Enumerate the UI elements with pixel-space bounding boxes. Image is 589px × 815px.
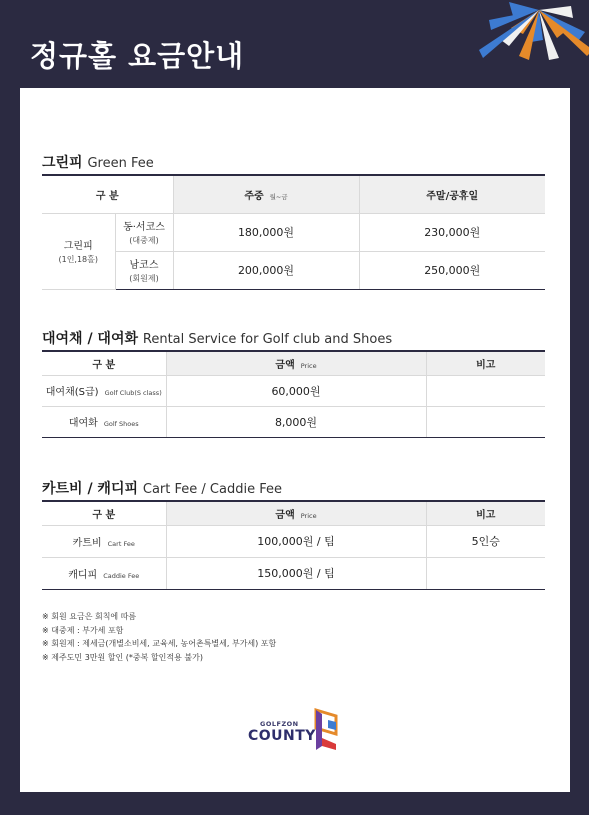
weekend-price: 250,000원 (359, 251, 545, 289)
item-note (426, 406, 545, 437)
decorative-pattern (429, 0, 589, 78)
weekday-price: 200,000원 (173, 251, 359, 289)
item-note: 5인승 (426, 525, 545, 557)
green-fee-title-en: Green Fee (87, 156, 154, 171)
item-name: 캐디피 Caddie Fee (42, 557, 166, 589)
note-line: ※ 제주도민 3만원 할인 (*중복 할인적용 불가) (42, 652, 203, 662)
rental-table (42, 350, 545, 438)
weekday-price: 180,000원 (173, 213, 359, 251)
weekend-price: 230,000원 (359, 213, 545, 251)
item-note (426, 375, 545, 406)
green-fee-title (42, 152, 154, 172)
row-label: 그린피 (1인,18홀) (42, 213, 115, 289)
rental-title-en: Rental Service for Golf club and Shoes (142, 332, 393, 347)
page-title: 정규홀 요금안내 (30, 39, 245, 73)
cart-title (42, 478, 282, 498)
logo-name: COUNTY (248, 728, 316, 744)
rental-title-ko: 대여채 / 대여화 (42, 331, 139, 347)
logo-brand: GOLFZON (260, 720, 299, 728)
item-price: 8,000원 (166, 406, 426, 437)
note-line: ※ 회원 요금은 회칙에 따름 (42, 612, 137, 621)
col-category: 구 분 (42, 501, 166, 525)
cart-title-ko: 카트비 / 캐디피 (42, 481, 139, 497)
item-price: 150,000원 / 팀 (166, 557, 426, 589)
col-category: 구 분 (42, 175, 173, 213)
item-name: 대여채(S급) Golf Club(S class) (42, 375, 166, 406)
course-name: 동·서코스 (대중제) (115, 213, 173, 251)
course-name: 남코스 (회원제) (115, 251, 173, 289)
cart-table (42, 500, 545, 590)
green-fee-table (42, 174, 545, 290)
col-weekday: 주중 월~금 (173, 175, 359, 213)
green-fee-title-ko: 그린피 (42, 155, 83, 171)
col-category: 구 분 (42, 351, 166, 375)
col-note: 비고 (426, 351, 545, 375)
item-price: 100,000원 / 팀 (166, 525, 426, 557)
item-name: 카트비 Cart Fee (42, 525, 166, 557)
cart-title-en: Cart Fee / Caddie Fee (142, 482, 282, 497)
col-price: 금액 Price (166, 501, 426, 525)
fee-sheet (20, 88, 570, 792)
col-note: 비고 (426, 501, 545, 525)
note-line: ※ 회원제 : 제세금(개별소비세, 교육세, 농어촌특별세, 부가세) 포함 (42, 639, 277, 648)
notes (42, 610, 276, 664)
golfzon-county-logo (248, 708, 358, 758)
item-name: 대여화 Golf Shoes (42, 406, 166, 437)
item-price: 60,000원 (166, 375, 426, 406)
col-price: 금액 Price (166, 351, 426, 375)
rental-title (42, 328, 392, 348)
item-note (426, 557, 545, 589)
logo-mark-icon (312, 708, 340, 752)
col-weekend: 주말/공휴일 (359, 175, 545, 213)
note-line: ※ 대중제 : 부가세 포함 (42, 625, 124, 635)
